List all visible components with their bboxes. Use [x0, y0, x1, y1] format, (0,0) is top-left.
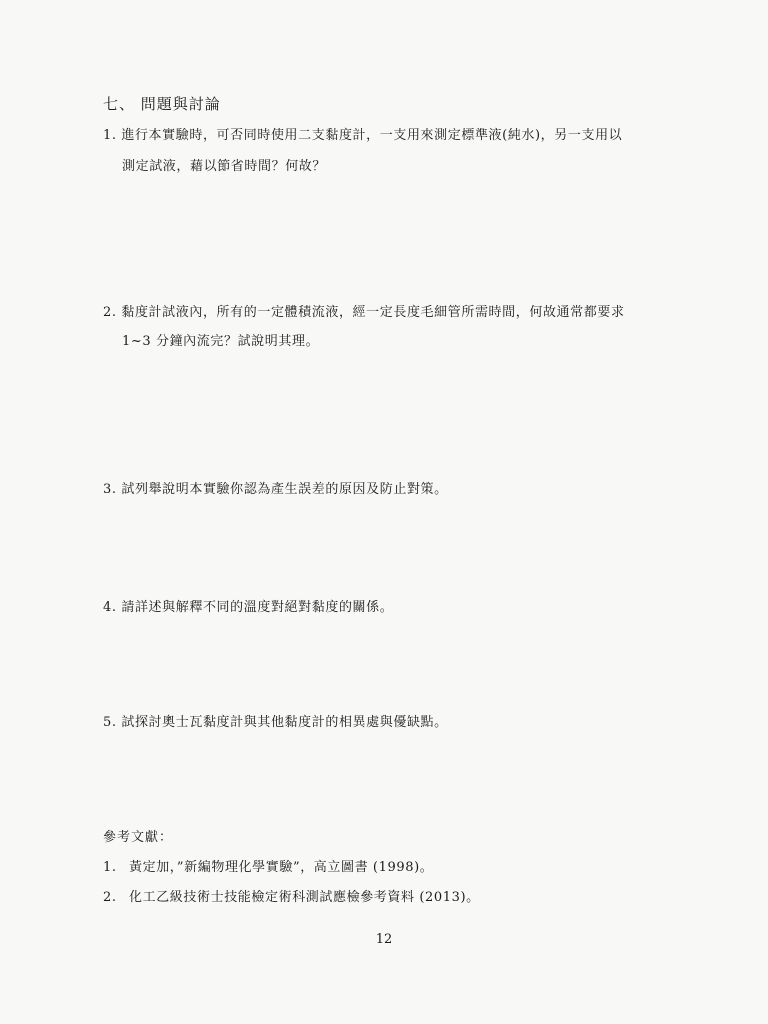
question-2-line-2: 1~3 分鐘內流完？試說明其理。: [122, 334, 320, 349]
question-5-number: 5.: [103, 715, 117, 730]
question-1-number: 1.: [103, 128, 117, 143]
question-5-text: 試探討奧士瓦黏度計與其他黏度計的相異處與優缺點。: [121, 715, 448, 730]
question-2-text: 黏度計試液內，所有的一定體積流液，經一定長度毛細管所需時間，何故通常都要求: [121, 305, 625, 320]
reference-item: [103, 886, 480, 905]
question-4-line-1: [103, 596, 393, 615]
question-3-text: 試列舉說明本實驗你認為產生誤差的原因及防止對策。: [121, 482, 448, 497]
question-1-line-1: [103, 124, 622, 143]
section-title: 七、 問題與討論: [103, 95, 221, 113]
question-4-number: 4.: [103, 600, 117, 615]
question-3-number: 3.: [103, 482, 117, 497]
reference-2-number: 2.: [103, 890, 117, 905]
references-title: 參考文獻：: [103, 830, 174, 845]
question-1-line-2: 測定試液，藉以節省時間？何故？: [122, 159, 327, 174]
page-number: 12: [375, 932, 393, 947]
question-3-line-1: [103, 478, 448, 497]
question-2-number: 2.: [103, 305, 117, 320]
question-1-text: 進行本實驗時，可否同時使用二支黏度計，一支用來測定標準液(純水)，另一支用以: [121, 128, 623, 143]
reference-2-text: 化工乙級技術士技能檢定術科測試應檢參考資料 (2013)。: [129, 890, 480, 905]
reference-1-text: 黃定加，”新編物理化學實驗”，高立圖書 (1998)。: [129, 860, 434, 875]
reference-1-number: 1.: [103, 860, 117, 875]
question-5-line-1: [103, 711, 448, 730]
question-2-line-1: [103, 301, 625, 320]
question-4-text: 請詳述與解釋不同的溫度對絕對黏度的關係。: [121, 600, 394, 615]
reference-item: [103, 856, 433, 875]
